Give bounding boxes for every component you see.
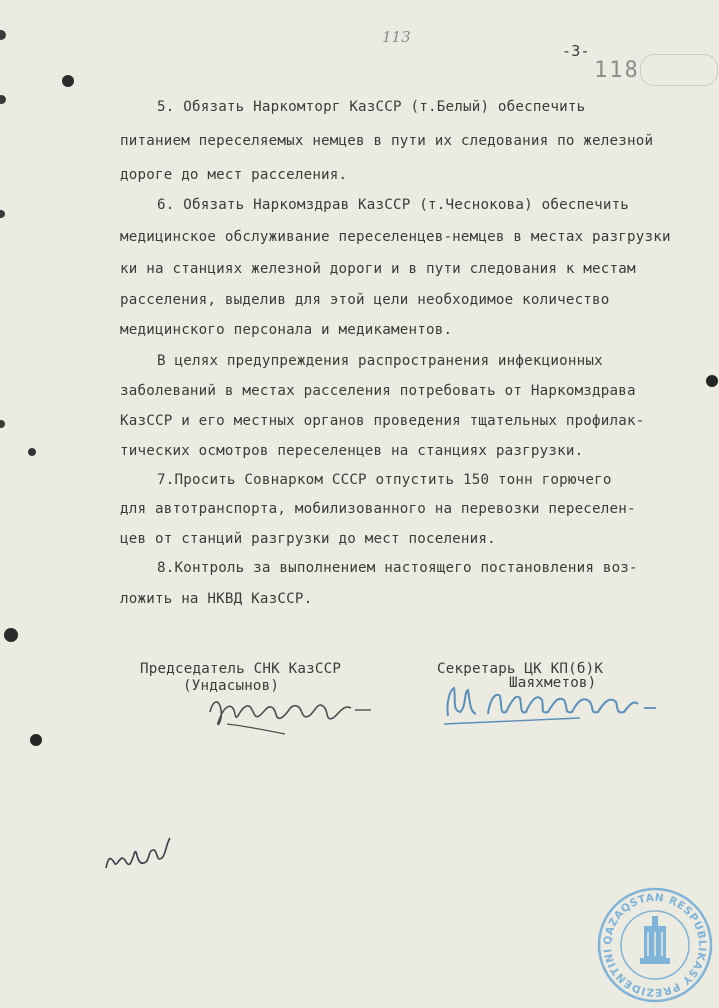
punch-hole	[30, 734, 42, 746]
body-line: цев от станций разгрузки до мест поселения.	[120, 531, 496, 547]
body-line: ки на станциях железной дороги и в пути следования к местам	[120, 261, 636, 277]
handwritten-note	[100, 828, 180, 882]
left-signatory-title: Председатель СНК КазССР	[140, 661, 342, 677]
body-line: 8.Контроль за выполнением настоящего постановления воз-	[157, 560, 638, 576]
punch-hole	[0, 95, 6, 104]
body-line: расселения, выделив для этой цели необходимое количество	[120, 292, 610, 308]
punch-hole	[706, 375, 718, 387]
body-line: медицинского персонала и медикаментов.	[120, 322, 453, 338]
body-line: 7.Просить Совнарком СССР отпустить 150 тонн горючего	[157, 472, 612, 488]
right-signatory-title: Секретарь ЦК КП(б)К	[437, 661, 604, 677]
stamp-number-frame	[640, 54, 718, 86]
body-line: В целях предупреждения распространения инфекционных	[157, 353, 603, 369]
punch-hole	[28, 448, 36, 456]
punch-hole	[62, 75, 74, 87]
body-line: заболеваний в местах расселения потребовать от Наркомздрава	[120, 383, 636, 399]
punch-hole	[0, 420, 5, 428]
body-line: 5. Обязать Наркомторг КазССР (т.Белый) обеспечить	[157, 99, 586, 115]
page-number: -3-	[562, 42, 590, 60]
archive-stamp-text: QAZAQSTAN RESPUBLIKASY PREZIDENTINI	[601, 891, 709, 999]
body-line: ложить на НКВД КазССР.	[120, 591, 313, 607]
punch-hole	[0, 30, 6, 40]
left-autograph	[205, 690, 375, 742]
archive-stamp	[596, 886, 714, 1008]
punch-hole	[4, 628, 18, 642]
body-line: для автотранспорта, мобилизованного на перевозки переселен-	[120, 501, 636, 517]
body-line: медицинское обслуживание переселенцев-немцев в местах разгрузки	[120, 229, 671, 245]
archive-number-pencil: 113	[382, 28, 411, 46]
left-signatory-name: (Ундасынов)	[183, 678, 280, 694]
body-line: 6. Обязать Наркомздрав КазССР (т.Чеснокова) обеспечить	[157, 197, 630, 213]
body-line: тических осмотров переселенцев на станциях разгрузки.	[120, 443, 584, 459]
right-autograph	[440, 678, 660, 738]
stamp-number: 118	[594, 58, 640, 83]
right-signatory-name: Шаяхметов)	[509, 675, 597, 691]
punch-hole	[0, 210, 5, 218]
body-line: дороге до мест расселения.	[120, 167, 348, 183]
body-line: питанием переселяемых немцев в пути их следования по железной	[120, 133, 654, 149]
body-line: КазССР и его местных органов проведения тщательных профилак-	[120, 413, 645, 429]
